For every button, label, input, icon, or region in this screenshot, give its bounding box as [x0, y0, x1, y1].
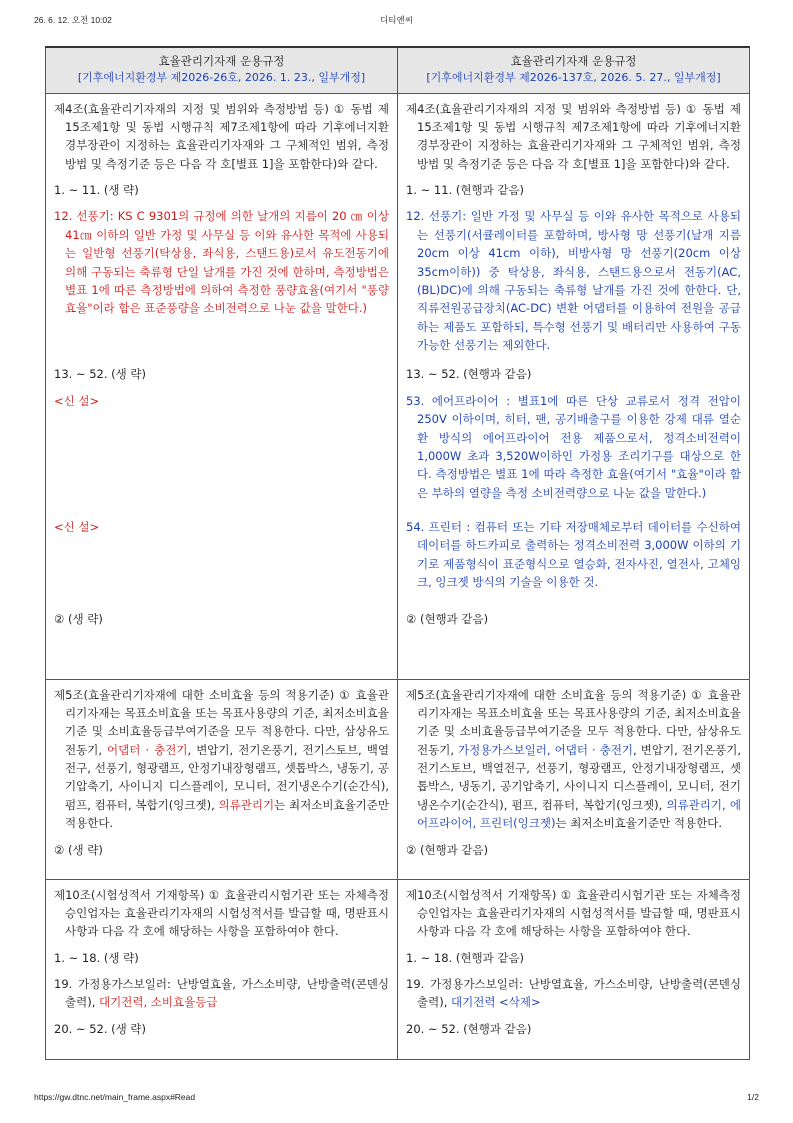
current-article-4-cell — [46, 93, 398, 679]
article-5-part: 제5조(효율관리기자재에 대한 소비효율 등의 적용기준) ① 효율관리기자재는 목표소비효율 또는 목표사용량의 기준, 최저소비효율기준 및 소비효율등급부여기준을 모두 적용한다. 다만, 삼상유도전동기, — [406, 687, 741, 757]
page-number: 1/2 — [747, 1092, 759, 1102]
current-rule-citation: [기후에너지환경부 제2026-26호, 2026. 1. 23., 일부개정] — [77, 70, 366, 84]
article-5-part: , 변압기, 전기온풍기, 전기스토브, 백열전구, 선풍기, 형광램프, 안정기내장형램프, 셋톱박스, 냉동기, 공기압축기, 사이니지 디스플레이, 모니터, 전기냉온수기(순간식), 펌프, 컴퓨터, 복합기(잉크젯), — [417, 742, 741, 812]
current-article-10-cell — [46, 879, 398, 1059]
article-5-removed-adapter: 어댑터 · 충전기 — [107, 742, 188, 757]
paragraph-2: ② (생 략) — [54, 842, 103, 857]
print-url: https://gw.dtnc.net/main_frame.aspx#Read — [34, 1092, 196, 1102]
revised-article-5-cell — [398, 679, 750, 879]
article-5-text — [406, 686, 741, 833]
article-5-part: 제5조(효율관리기자재에 대한 소비효율 등의 적용기준) ① 효율관리기자재는 목표소비효율 또는 목표사용량의 기준, 최저소비효율기준 및 소비효율등급부여기준을 모두 적용한다. 다만, 삼상유도전동기, — [54, 687, 389, 757]
item-12-fan: 12. 선풍기: KS C 9301의 규정에 의한 날개의 지름이 20 ㎝ 이상 41㎝ 이하의 일반 가정 및 사무실 등 이와 유사한 목적에 사용되는 일반형 선풍기(탁상용, 좌식용, 스탠드용)로서 유도전동기에 의해 구동되는 축류형 단일 날개를 가진 것에 한하며, 측정방법은 별표 1에 따른 측정방법에 의하여 측정한 풍량효율(여기서 "풍량효율"이라 함은 표준풍량을 소비전력으로 나눈 값을 말한다.) — [54, 209, 389, 316]
article-10-text: 제10조(시험성적서 기재항목) ① 효율관리시험기관 또는 자체측정승인업자는 효율관리기자재의 시험성적서를 발급할 때, 명판표시 사항과 다음 각 호에 해당하는 사항을 포함하여야 한다. — [54, 887, 389, 939]
table-header-row — [46, 47, 750, 93]
item-19-gas-boiler — [406, 975, 741, 1012]
print-datetime: 26. 6. 12. 오전 10:02 — [34, 15, 112, 25]
article-5-added-boiler-adapter: 가정용가스보일러, 어댑터 · 충전기 — [458, 742, 634, 757]
revised-article-10-cell — [398, 879, 750, 1059]
comparison-table — [45, 46, 750, 1060]
item-1-11: 1. ~ 11. (생 략) — [54, 183, 139, 198]
item-19-changed: 대기전력 <삭제> — [451, 995, 541, 1010]
table-row-article-4 — [46, 93, 750, 679]
revised-rule-title: 효율관리기자재 운용규정 — [510, 54, 637, 68]
current-rule-title: 효율관리기자재 운용규정 — [158, 54, 285, 68]
print-site-name: 디티앤씨 — [380, 15, 413, 25]
article-4-text: 제4조(효율관리기자재의 지정 및 범위와 측정방법 등) ① 동법 제15조제1항 및 동법 시행규칙 제7조제1항에 따라 기후에너지환경부장관이 지정하는 효율관리기자재와 그 구체적인 범위, 측정방법 및 측정기준 등은 다음 각 호[별표 1]을 포함한다)와 같다. — [406, 101, 741, 171]
print-footer — [34, 1092, 759, 1104]
item-20-52: 20. ~ 52. (현행과 같음) — [406, 1021, 532, 1036]
item-13-52: 13. ~ 52. (현행과 같음) — [406, 367, 532, 382]
current-article-5-cell — [46, 679, 398, 879]
item-19-part: 19. 가정용가스보일러: 난방열효율, 가스소비량, 난방출력(콘덴싱출력), — [406, 977, 741, 1010]
item-1-18: 1. ~ 18. (생 략) — [54, 950, 139, 965]
current-rule-header — [46, 47, 398, 93]
item-13-52: 13. ~ 52. (생 략) — [54, 367, 147, 382]
article-10-text: 제10조(시험성적서 기재항목) ① 효율관리시험기관 또는 자체측정승인업자는 효율관리기자재의 시험성적서를 발급할 때, 명판표시 사항과 다음 각 호에 해당하는 사항을 포함하여야 한다. — [406, 887, 741, 939]
new-item-placeholder-53: <신 설> — [54, 393, 100, 408]
paragraph-2: ② (현행과 같음) — [406, 611, 489, 626]
paragraph-2: ② (생 략) — [54, 611, 103, 626]
print-header — [34, 14, 759, 26]
new-item-placeholder-54: <신 설> — [54, 519, 100, 534]
item-19-removed: 대기전력, 소비효율등급 — [99, 995, 218, 1010]
item-19-part: 19. 가정용가스보일러: 난방열효율, 가스소비량, 난방출력(콘덴싱출력), — [54, 977, 389, 1010]
revised-rule-header — [398, 47, 750, 93]
article-5-text — [54, 686, 389, 833]
article-5-part: 는 최저소비효율기준만 적용한다. — [65, 797, 390, 831]
table-row-article-10 — [46, 879, 750, 1059]
table-row-article-5 — [46, 679, 750, 879]
article-5-part: , 변압기, 전기온풍기, 전기스토브, 백열전구, 선풍기, 형광램프, 안정기내장형램프, 셋톱박스, 냉동기, 공기압축기, 사이니지 디스플레이, 모니터, 전기냉온수기(순간식), 펌프, 컴퓨터, 복합기(잉크젯), — [65, 742, 389, 812]
article-5-added-items: 의류관리기, 에어프라이어, 프린터(잉크젯) — [417, 797, 741, 831]
article-5-part: 는 최저소비효율기준만 적용한다. — [555, 816, 722, 831]
item-1-18: 1. ~ 18. (현행과 같음) — [406, 950, 525, 965]
item-1-11: 1. ~ 11. (현행과 같음) — [406, 183, 525, 198]
item-53-air-fryer: 53. 에어프라이어 : 별표1에 따른 단상 교류로서 정격 전압이 250V 이하이며, 히터, 팬, 공기배출구를 이용한 강제 대류 열순환 방식의 에어프라이어 전용 제품으로서, 정격소비전력이 1,000W 초과 3,520W이하인 가정용 조리기구를 대상으로 한다. 측정방법은 별표 1에 따라 측정한 효율(여기서 "효율"이라 함은 부하의 열량을 측정 소비전력량으로 나눈 값을 말한다.) — [406, 393, 741, 500]
item-12-fan: 12. 선풍기: 일반 가정 및 사무실 등 이와 유사한 목적으로 사용되는 선풍기(서큘레이터를 포함하며, 방사형 망 선풍기(날개 지름 20cm 이상 41cm 이하), 비방사형 망 선풍기(20cm 이상 35cm이하)) 중 탁상용, 좌식용, 스탠드용으로서 전동기(AC, (BL)DC)에 의해 구동되는 축류형 날개를 가진 것에 한한다. 단, 직류전원공급장치(AC-DC) 변환 어댑터를 이용하여 전원을 공급하는 제품도 포함하되, 특수형 선풍기 및 배터리만 사용하여 구동 가능한 선풍기는 제외한다. — [406, 209, 741, 353]
item-54-printer: 54. 프린터 : 컴퓨터 또는 기타 저장매체로부터 데이터를 수신하여 데이터를 하드카피로 출력하는 정격소비전력 3,000W 이하의 기기로 제품형식이 표준형식으로 열승화, 전자사진, 열전사, 고체잉크, 잉크젯 방식의 기술을 이용한 것. — [406, 519, 741, 590]
item-19-gas-boiler — [54, 975, 389, 1012]
paragraph-2: ② (현행과 같음) — [406, 842, 489, 857]
item-20-52: 20. ~ 52. (생 략) — [54, 1021, 147, 1036]
article-5-removed-clothes-care: 의류관리기 — [218, 797, 275, 812]
revised-article-4-cell — [398, 93, 750, 679]
revised-rule-citation: [기후에너지환경부 제2026-137호, 2026. 5. 27., 일부개정] — [426, 70, 721, 84]
article-4-text: 제4조(효율관리기자재의 지정 및 범위와 측정방법 등) ① 동법 제15조제1항 및 동법 시행규칙 제7조제1항에 따라 기후에너지환경부장관이 지정하는 효율관리기자재와 그 구체적인 범위, 측정방법 및 측정기준 등은 다음 각 호[별표 1]을 포함한다)와 같다. — [54, 101, 389, 171]
